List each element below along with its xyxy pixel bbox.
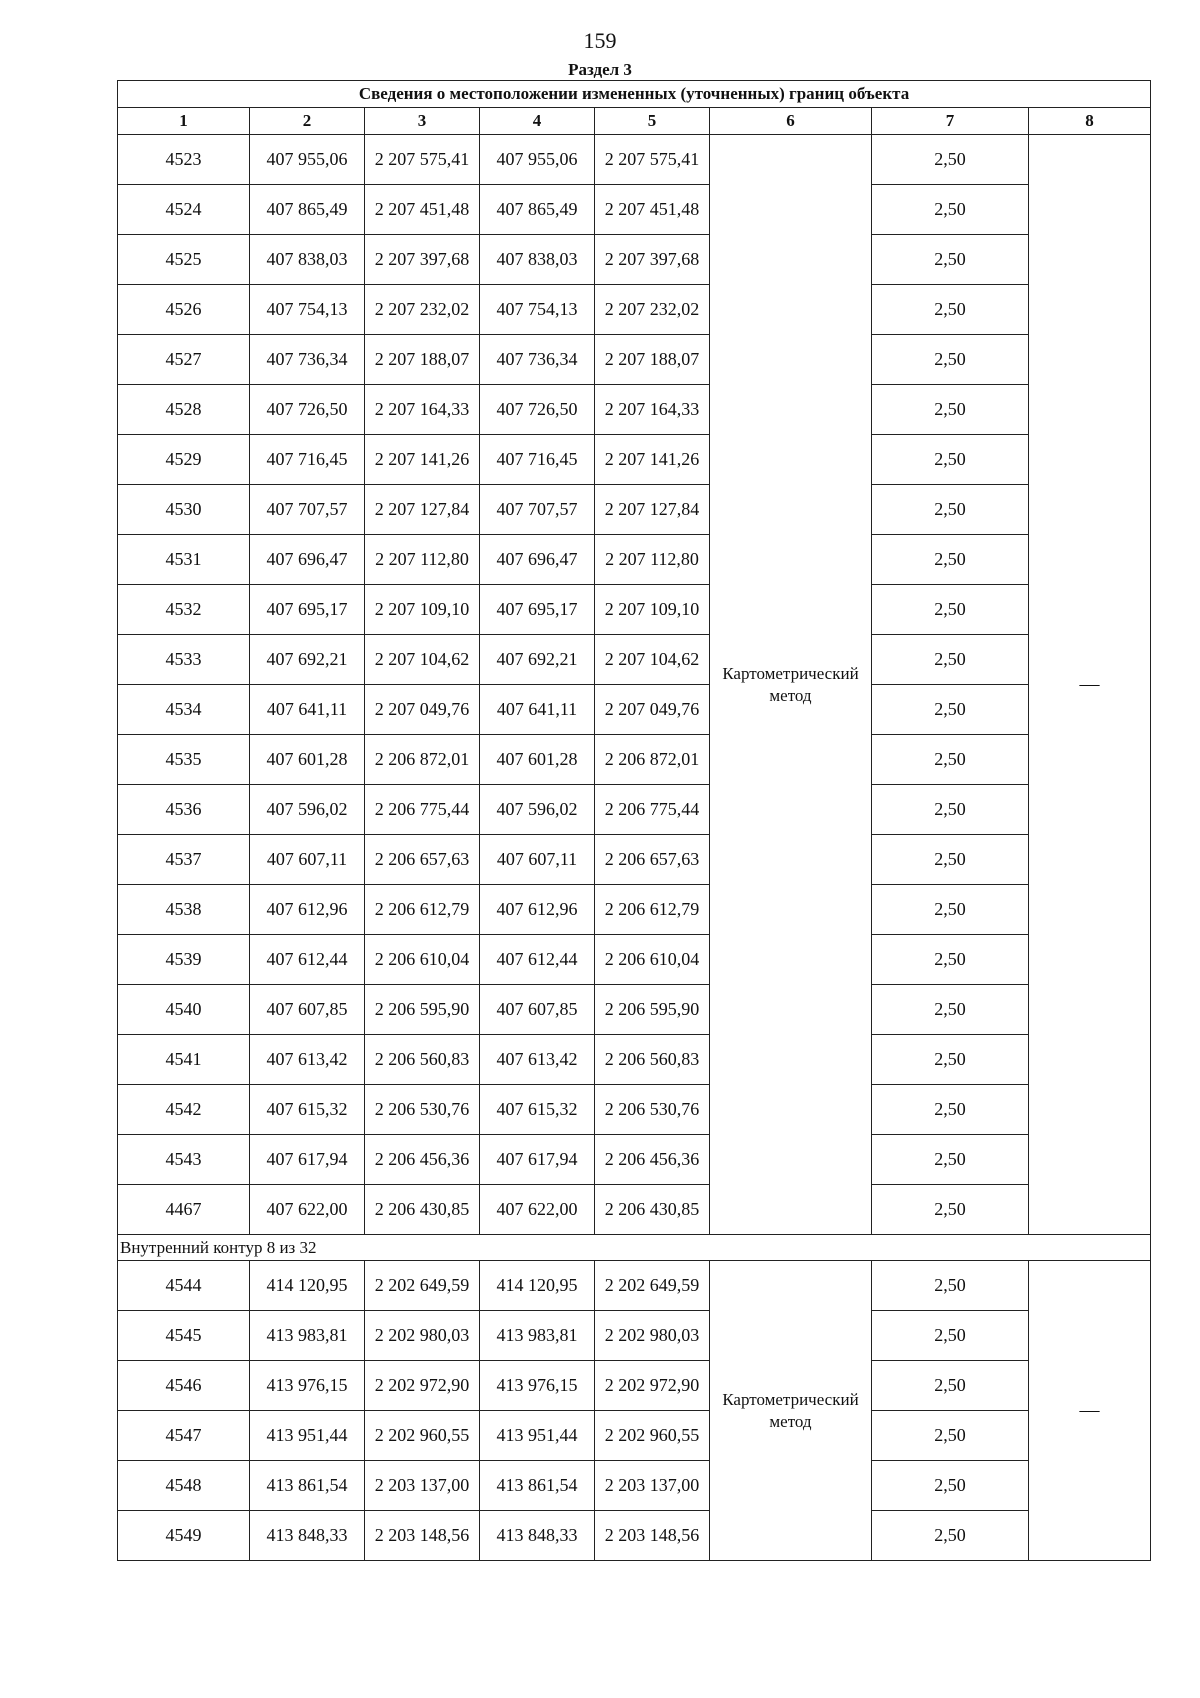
point-number-cell: 4541 xyxy=(118,1035,250,1085)
accuracy-cell: 2,50 xyxy=(872,1135,1029,1185)
point-number-cell: 4533 xyxy=(118,635,250,685)
y-cell: 2 206 872,01 xyxy=(365,735,480,785)
x-cell: 407 617,94 xyxy=(480,1135,595,1185)
x-cell: 413 861,54 xyxy=(250,1461,365,1511)
x-cell: 407 838,03 xyxy=(480,235,595,285)
table-row xyxy=(118,635,1151,685)
x-cell: 407 955,06 xyxy=(250,135,365,185)
y-cell: 2 206 456,36 xyxy=(365,1135,480,1185)
accuracy-cell: 2,50 xyxy=(872,135,1029,185)
table-row xyxy=(118,285,1151,335)
accuracy-cell: 2,50 xyxy=(872,1461,1029,1511)
x-cell: 407 607,85 xyxy=(480,985,595,1035)
y-cell: 2 207 104,62 xyxy=(365,635,480,685)
table-row xyxy=(118,585,1151,635)
x-cell: 407 617,94 xyxy=(250,1135,365,1185)
y-cell: 2 207 049,76 xyxy=(365,685,480,735)
table-row xyxy=(118,1411,1151,1461)
x-cell: 407 601,28 xyxy=(250,735,365,785)
y-cell: 2 202 972,90 xyxy=(365,1361,480,1411)
x-cell: 407 716,45 xyxy=(480,435,595,485)
table-row xyxy=(118,885,1151,935)
accuracy-cell: 2,50 xyxy=(872,1511,1029,1561)
y-cell: 2 206 610,04 xyxy=(365,935,480,985)
y-cell: 2 207 127,84 xyxy=(365,485,480,535)
y-cell: 2 203 137,00 xyxy=(595,1461,710,1511)
x-cell: 407 707,57 xyxy=(250,485,365,535)
contour-header-row xyxy=(118,1235,1151,1261)
table-title: Сведения о местоположении измененных (уточненных) границ объекта xyxy=(118,81,1151,108)
x-cell: 407 607,11 xyxy=(480,835,595,885)
table-row xyxy=(118,835,1151,885)
table-row xyxy=(118,785,1151,835)
accuracy-cell: 2,50 xyxy=(872,1085,1029,1135)
x-cell: 407 696,47 xyxy=(480,535,595,585)
section-title: Раздел 3 xyxy=(568,60,632,79)
accuracy-cell: 2,50 xyxy=(872,1035,1029,1085)
x-cell: 407 736,34 xyxy=(250,335,365,385)
table-row xyxy=(118,135,1151,185)
x-cell: 413 848,33 xyxy=(480,1511,595,1561)
y-cell: 2 207 451,48 xyxy=(595,185,710,235)
column-number: 4 xyxy=(480,108,595,135)
point-number-cell: 4538 xyxy=(118,885,250,935)
x-cell: 407 955,06 xyxy=(480,135,595,185)
x-cell: 407 865,49 xyxy=(250,185,365,235)
point-number-cell: 4532 xyxy=(118,585,250,635)
x-cell: 413 951,44 xyxy=(250,1411,365,1461)
accuracy-cell: 2,50 xyxy=(872,1361,1029,1411)
point-number-cell: 4467 xyxy=(118,1185,250,1235)
accuracy-cell: 2,50 xyxy=(872,1261,1029,1311)
x-cell: 407 754,13 xyxy=(250,285,365,335)
x-cell: 413 848,33 xyxy=(250,1511,365,1561)
point-number-cell: 4531 xyxy=(118,535,250,585)
y-cell: 2 207 141,26 xyxy=(595,435,710,485)
y-cell: 2 207 049,76 xyxy=(595,685,710,735)
y-cell: 2 207 397,68 xyxy=(365,235,480,285)
table-row xyxy=(118,1185,1151,1235)
y-cell: 2 202 960,55 xyxy=(365,1411,480,1461)
x-cell: 407 622,00 xyxy=(250,1185,365,1235)
table-row xyxy=(118,1311,1151,1361)
x-cell: 407 612,44 xyxy=(250,935,365,985)
accuracy-cell: 2,50 xyxy=(872,885,1029,935)
accuracy-cell: 2,50 xyxy=(872,735,1029,785)
x-cell: 407 607,85 xyxy=(250,985,365,1035)
accuracy-cell: 2,50 xyxy=(872,985,1029,1035)
x-cell: 407 696,47 xyxy=(250,535,365,585)
y-cell: 2 206 530,76 xyxy=(365,1085,480,1135)
x-cell: 407 692,21 xyxy=(250,635,365,685)
x-cell: 407 612,44 xyxy=(480,935,595,985)
accuracy-cell: 2,50 xyxy=(872,1185,1029,1235)
accuracy-cell: 2,50 xyxy=(872,385,1029,435)
y-cell: 2 206 657,63 xyxy=(365,835,480,885)
point-number-cell: 4535 xyxy=(118,735,250,785)
accuracy-cell: 2,50 xyxy=(872,1311,1029,1361)
y-cell: 2 206 456,36 xyxy=(595,1135,710,1185)
y-cell: 2 206 612,79 xyxy=(595,885,710,935)
y-cell: 2 207 164,33 xyxy=(595,385,710,435)
y-cell: 2 206 657,63 xyxy=(595,835,710,885)
y-cell: 2 207 188,07 xyxy=(595,335,710,385)
accuracy-cell: 2,50 xyxy=(872,685,1029,735)
table-title-row xyxy=(118,81,1151,108)
y-cell: 2 207 232,02 xyxy=(595,285,710,335)
y-cell: 2 206 595,90 xyxy=(365,985,480,1035)
accuracy-cell: 2,50 xyxy=(872,835,1029,885)
y-cell: 2 206 595,90 xyxy=(595,985,710,1035)
table-row xyxy=(118,985,1151,1035)
y-cell: 2 207 232,02 xyxy=(365,285,480,335)
y-cell: 2 207 112,80 xyxy=(365,535,480,585)
accuracy-cell: 2,50 xyxy=(872,285,1029,335)
x-cell: 407 707,57 xyxy=(480,485,595,535)
table-row xyxy=(118,235,1151,285)
x-cell: 407 641,11 xyxy=(250,685,365,735)
x-cell: 407 754,13 xyxy=(480,285,595,335)
y-cell: 2 203 137,00 xyxy=(365,1461,480,1511)
contour-header: Внутренний контур 8 из 32 xyxy=(118,1235,1151,1261)
x-cell: 407 596,02 xyxy=(250,785,365,835)
y-cell: 2 206 610,04 xyxy=(595,935,710,985)
column-8-cell: — xyxy=(1029,135,1151,1235)
point-number-cell: 4549 xyxy=(118,1511,250,1561)
y-cell: 2 207 127,84 xyxy=(595,485,710,535)
column-number-row xyxy=(118,108,1151,135)
table-row xyxy=(118,1461,1151,1511)
table-row xyxy=(118,485,1151,535)
x-cell: 407 736,34 xyxy=(480,335,595,385)
point-number-cell: 4526 xyxy=(118,285,250,335)
point-number-cell: 4544 xyxy=(118,1261,250,1311)
accuracy-cell: 2,50 xyxy=(872,185,1029,235)
x-cell: 407 613,42 xyxy=(250,1035,365,1085)
point-number-cell: 4543 xyxy=(118,1135,250,1185)
x-cell: 414 120,95 xyxy=(480,1261,595,1311)
column-number: 7 xyxy=(872,108,1029,135)
column-number: 1 xyxy=(118,108,250,135)
y-cell: 2 202 960,55 xyxy=(595,1411,710,1461)
x-cell: 413 983,81 xyxy=(250,1311,365,1361)
x-cell: 407 615,32 xyxy=(480,1085,595,1135)
column-number: 5 xyxy=(595,108,710,135)
table-row xyxy=(118,435,1151,485)
y-cell: 2 207 112,80 xyxy=(595,535,710,585)
table-row xyxy=(118,685,1151,735)
point-number-cell: 4536 xyxy=(118,785,250,835)
point-number-cell: 4546 xyxy=(118,1361,250,1411)
column-number: 6 xyxy=(710,108,872,135)
y-cell: 2 202 980,03 xyxy=(595,1311,710,1361)
point-number-cell: 4545 xyxy=(118,1311,250,1361)
accuracy-cell: 2,50 xyxy=(872,535,1029,585)
x-cell: 407 612,96 xyxy=(480,885,595,935)
x-cell: 407 612,96 xyxy=(250,885,365,935)
point-number-cell: 4529 xyxy=(118,435,250,485)
column-number: 2 xyxy=(250,108,365,135)
x-cell: 407 641,11 xyxy=(480,685,595,735)
column-number: 3 xyxy=(365,108,480,135)
y-cell: 2 202 980,03 xyxy=(365,1311,480,1361)
table-row xyxy=(118,1361,1151,1411)
x-cell: 407 726,50 xyxy=(250,385,365,435)
y-cell: 2 206 612,79 xyxy=(365,885,480,935)
accuracy-cell: 2,50 xyxy=(872,585,1029,635)
table-row xyxy=(118,1135,1151,1185)
table-row xyxy=(118,935,1151,985)
x-cell: 407 865,49 xyxy=(480,185,595,235)
y-cell: 2 206 430,85 xyxy=(595,1185,710,1235)
point-number-cell: 4539 xyxy=(118,935,250,985)
accuracy-cell: 2,50 xyxy=(872,1411,1029,1461)
y-cell: 2 207 164,33 xyxy=(365,385,480,435)
table-row xyxy=(118,1511,1151,1561)
x-cell: 407 615,32 xyxy=(250,1085,365,1135)
y-cell: 2 202 649,59 xyxy=(595,1261,710,1311)
point-number-cell: 4547 xyxy=(118,1411,250,1461)
method-cell: Картометрический метод xyxy=(710,135,872,1235)
x-cell: 413 951,44 xyxy=(480,1411,595,1461)
table-row xyxy=(118,1261,1151,1311)
accuracy-cell: 2,50 xyxy=(872,635,1029,685)
point-number-cell: 4530 xyxy=(118,485,250,535)
y-cell: 2 207 575,41 xyxy=(365,135,480,185)
point-number-cell: 4534 xyxy=(118,685,250,735)
accuracy-cell: 2,50 xyxy=(872,785,1029,835)
point-number-cell: 4537 xyxy=(118,835,250,885)
x-cell: 413 861,54 xyxy=(480,1461,595,1511)
x-cell: 413 983,81 xyxy=(480,1311,595,1361)
x-cell: 407 601,28 xyxy=(480,735,595,785)
point-number-cell: 4523 xyxy=(118,135,250,185)
accuracy-cell: 2,50 xyxy=(872,935,1029,985)
y-cell: 2 207 109,10 xyxy=(365,585,480,635)
y-cell: 2 207 188,07 xyxy=(365,335,480,385)
x-cell: 407 838,03 xyxy=(250,235,365,285)
y-cell: 2 207 104,62 xyxy=(595,635,710,685)
accuracy-cell: 2,50 xyxy=(872,235,1029,285)
x-cell: 407 695,17 xyxy=(250,585,365,635)
y-cell: 2 206 560,83 xyxy=(365,1035,480,1085)
point-number-cell: 4524 xyxy=(118,185,250,235)
y-cell: 2 207 109,10 xyxy=(595,585,710,635)
accuracy-cell: 2,50 xyxy=(872,335,1029,385)
y-cell: 2 203 148,56 xyxy=(365,1511,480,1561)
point-number-cell: 4548 xyxy=(118,1461,250,1511)
column-8-cell: — xyxy=(1029,1261,1151,1561)
table-row xyxy=(118,185,1151,235)
x-cell: 407 607,11 xyxy=(250,835,365,885)
point-number-cell: 4542 xyxy=(118,1085,250,1135)
column-number: 8 xyxy=(1029,108,1151,135)
y-cell: 2 207 141,26 xyxy=(365,435,480,485)
x-cell: 407 613,42 xyxy=(480,1035,595,1085)
accuracy-cell: 2,50 xyxy=(872,435,1029,485)
x-cell: 407 622,00 xyxy=(480,1185,595,1235)
x-cell: 407 692,21 xyxy=(480,635,595,685)
table-row xyxy=(118,735,1151,785)
y-cell: 2 202 649,59 xyxy=(365,1261,480,1311)
accuracy-cell: 2,50 xyxy=(872,485,1029,535)
x-cell: 413 976,15 xyxy=(480,1361,595,1411)
y-cell: 2 207 451,48 xyxy=(365,185,480,235)
y-cell: 2 206 560,83 xyxy=(595,1035,710,1085)
table-row xyxy=(118,1035,1151,1085)
table-row xyxy=(118,335,1151,385)
method-cell: Картометрический метод xyxy=(710,1261,872,1561)
table-row xyxy=(118,1085,1151,1135)
y-cell: 2 207 575,41 xyxy=(595,135,710,185)
y-cell: 2 206 872,01 xyxy=(595,735,710,785)
y-cell: 2 206 430,85 xyxy=(365,1185,480,1235)
y-cell: 2 206 775,44 xyxy=(595,785,710,835)
y-cell: 2 202 972,90 xyxy=(595,1361,710,1411)
x-cell: 407 596,02 xyxy=(480,785,595,835)
table-row xyxy=(118,535,1151,585)
x-cell: 413 976,15 xyxy=(250,1361,365,1411)
x-cell: 407 695,17 xyxy=(480,585,595,635)
x-cell: 414 120,95 xyxy=(250,1261,365,1311)
point-number-cell: 4540 xyxy=(118,985,250,1035)
y-cell: 2 203 148,56 xyxy=(595,1511,710,1561)
table-row xyxy=(118,385,1151,435)
x-cell: 407 716,45 xyxy=(250,435,365,485)
page-number: 159 xyxy=(583,28,617,53)
x-cell: 407 726,50 xyxy=(480,385,595,435)
point-number-cell: 4528 xyxy=(118,385,250,435)
boundary-coordinates-table xyxy=(117,80,1151,1561)
point-number-cell: 4525 xyxy=(118,235,250,285)
point-number-cell: 4527 xyxy=(118,335,250,385)
y-cell: 2 206 775,44 xyxy=(365,785,480,835)
y-cell: 2 207 397,68 xyxy=(595,235,710,285)
y-cell: 2 206 530,76 xyxy=(595,1085,710,1135)
